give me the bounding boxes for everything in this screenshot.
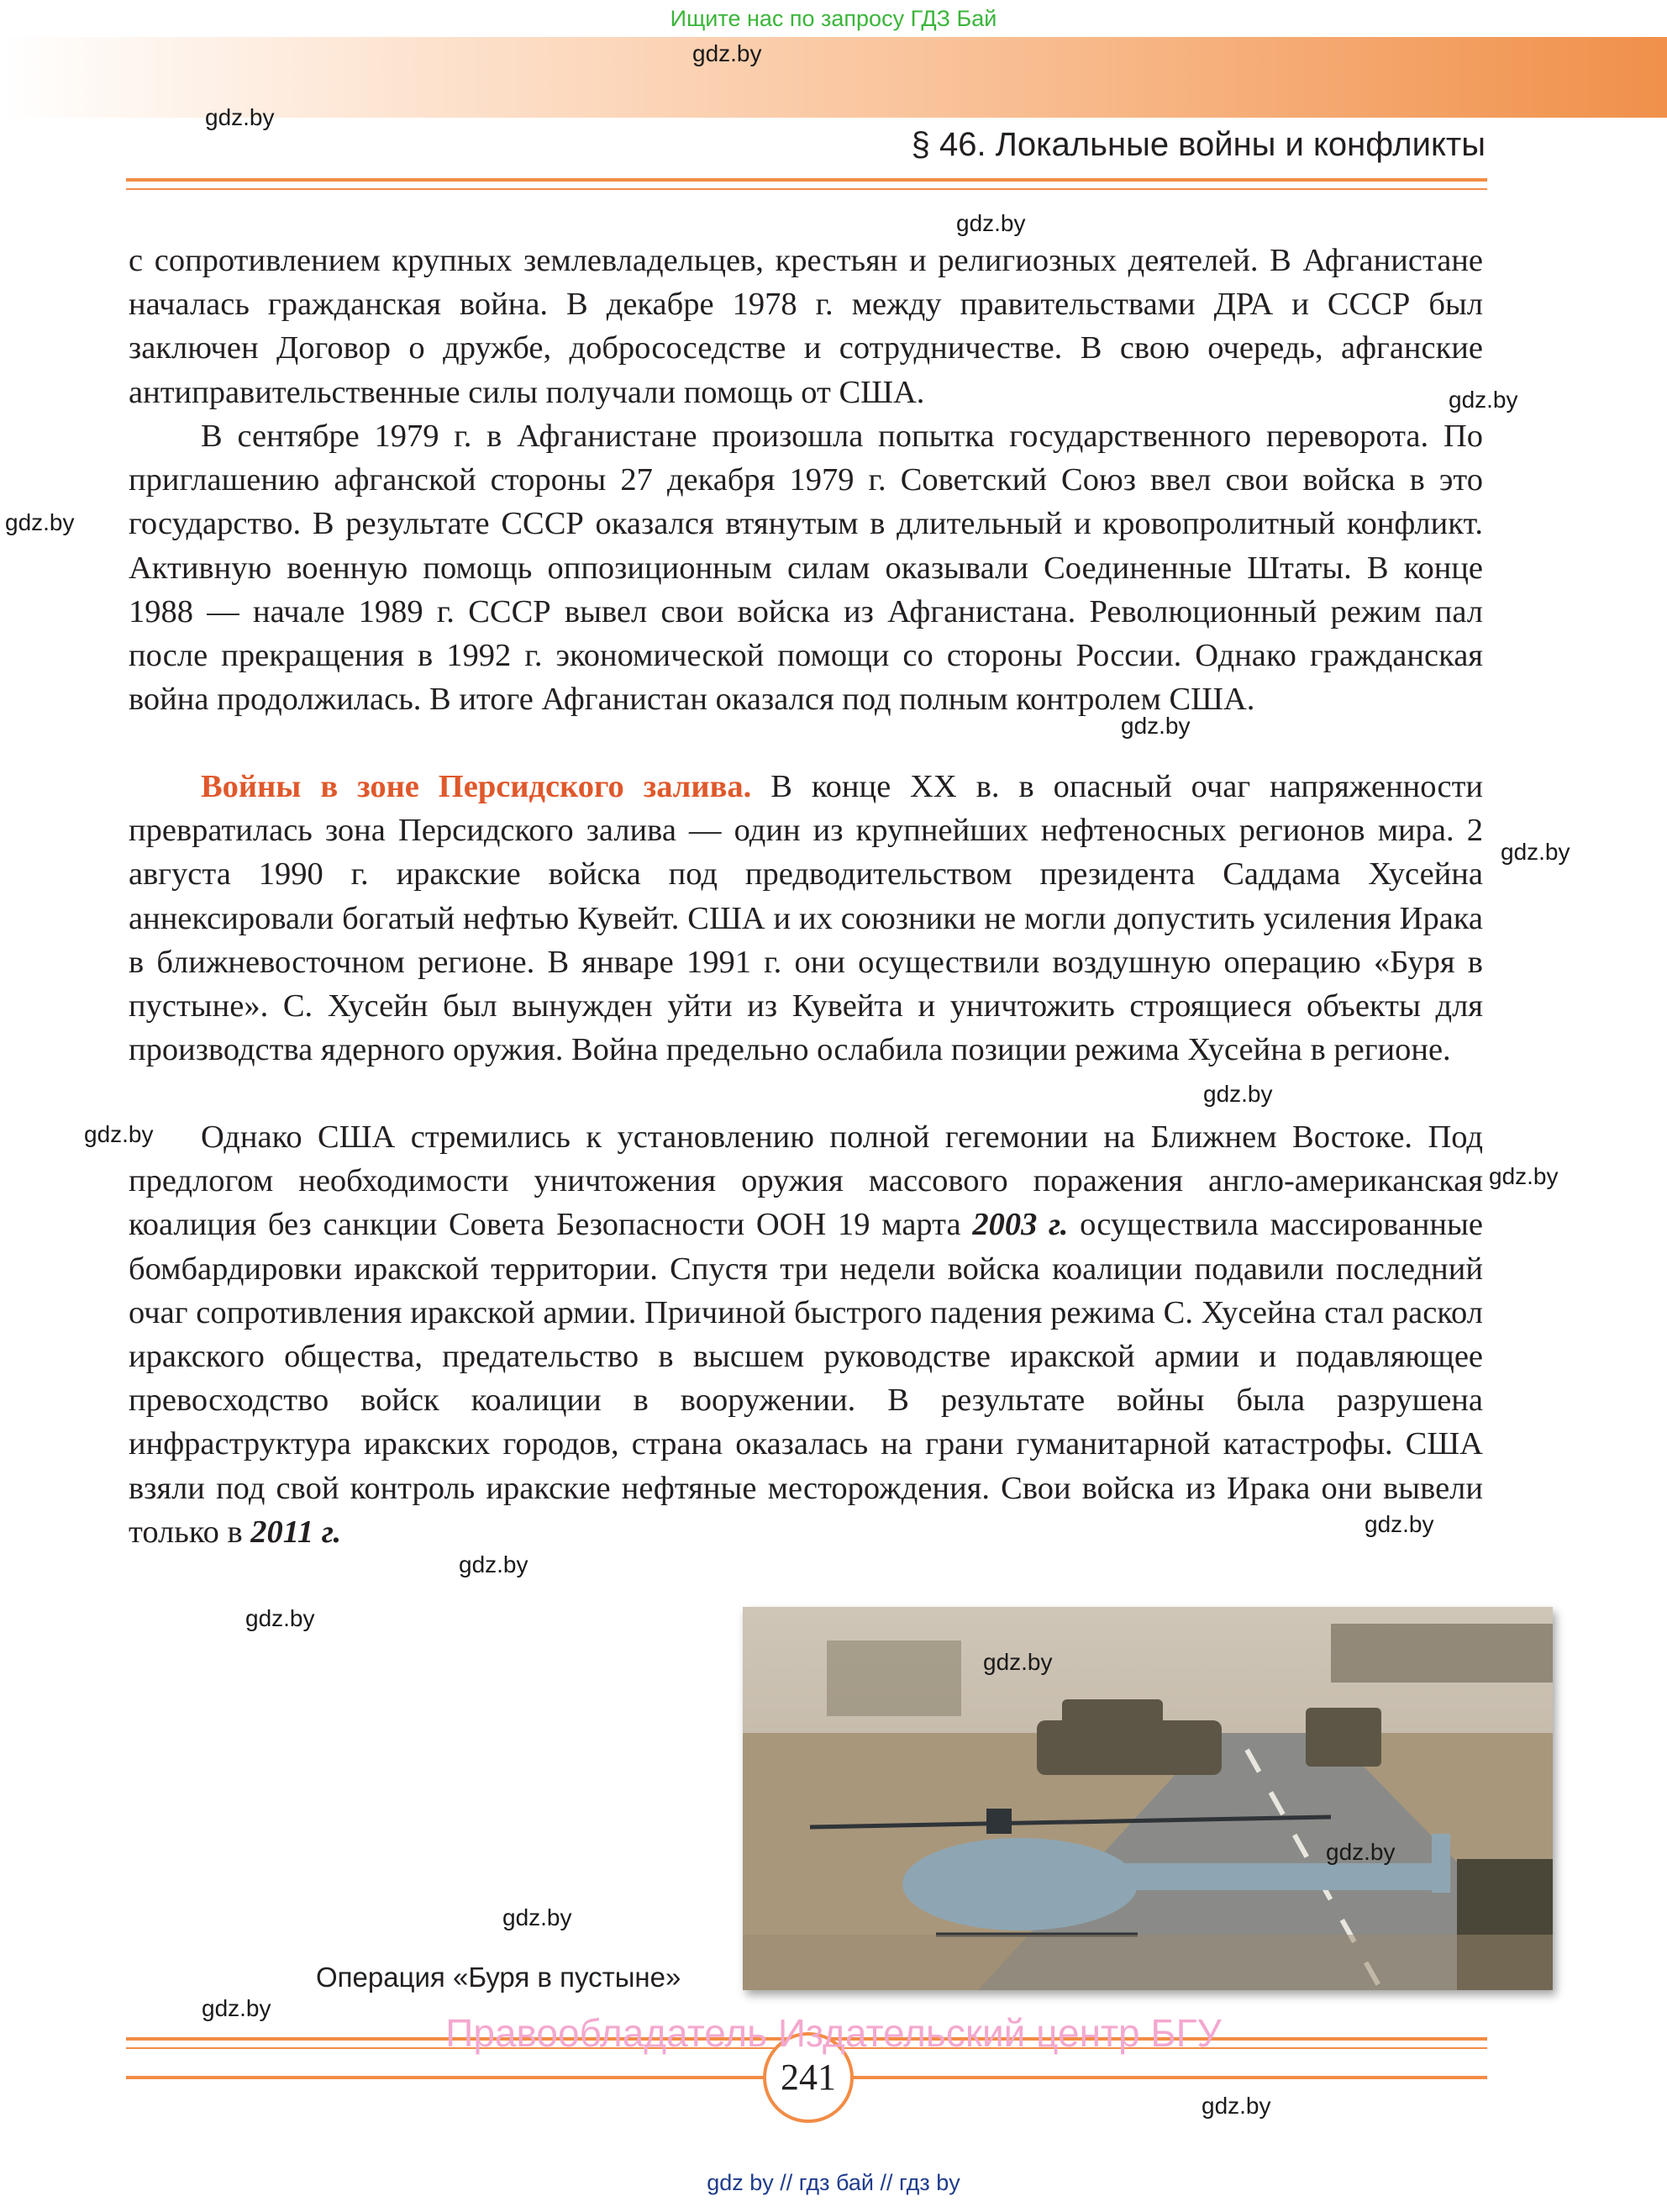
watermark[interactable]: gdz.by: [1326, 1839, 1396, 1865]
paragraph-text: осуществила массированные бомбардировки иракской территории. Спустя три недели войска коалиции подавили последний очаг сопротивления иракской армии. Причиной быстрого падения режима С. Хусейна стал раскол иракского общества, предательство в высшем руководстве иракской армии и подавляющее превосходство войск коалиции в вооружении. В результате войны была разрушена инфраструктура иракских городов, страна оказалась на грани гуманитарной катастрофы. США взяли под свой контроль иракские нефтяные месторождения. Свои войска из Ирака они вывели только в: [129, 1207, 1483, 1550]
paragraph-text: Однако США стремились к установлению полной гегемонии на Ближнем Востоке. Под предлогом необходимости уничтожения оружия массового поражения англо-американская коалиция без санкции Совета Безопасности ООН 19 марта: [129, 1119, 1483, 1243]
watermark[interactable]: gdz.by: [1365, 1511, 1434, 1537]
year-highlight: 2011 г.: [250, 1514, 342, 1550]
watermark[interactable]: gdz.by: [1501, 839, 1570, 865]
watermark[interactable]: gdz.by: [983, 1649, 1053, 1675]
header-rule-thin: [126, 188, 1487, 190]
top-banner[interactable]: Ищите нас по запросу ГДЗ Бай: [670, 6, 997, 31]
watermark[interactable]: gdz.by: [1203, 1081, 1273, 1107]
paragraph-afghan-civil-war: [129, 239, 1483, 414]
watermark[interactable]: gdz.by: [1489, 1163, 1559, 1189]
photo-illustration: [743, 1607, 1553, 1990]
bottom-links[interactable]: gdz by // гдз бай // гдз by: [707, 2170, 960, 2195]
photo-desert-storm: [743, 1607, 1553, 1990]
section-heading: Войны в зоне Персидского залива.: [201, 769, 752, 804]
year-highlight: 2003 г.: [972, 1207, 1069, 1243]
watermark[interactable]: gdz.by: [1202, 2093, 1271, 2119]
paragraph-gulf-wars: [129, 765, 1483, 1072]
watermark[interactable]: gdz.by: [202, 1995, 271, 2021]
watermark[interactable]: gdz.by: [459, 1551, 528, 1577]
section-title: § 46. Локальные войны и конфликты: [911, 126, 1486, 163]
watermark[interactable]: gdz.by: [5, 509, 75, 535]
paragraph-text: с сопротивлением крупных землевладельцев, крестьян и религиозных деятелей. В Афганистане началась гражданская война. В декабре 1978 г. между правительствами ДРА и СССР был заключен Договор о дружбе, добрососедстве и сотрудничестве. В свою очередь, афганские антиправительственные силы получали помощь от США.: [129, 243, 1483, 410]
paragraph-text: В конце ХХ в. в опасный очаг напряженности превратилась зона Персидского залива — один из крупнейших нефтеносных регионов мира. 2 августа 1990 г. иракские войска под предводительством президента Саддама Хусейна аннексировали богатый нефтью Кувейт. США и их союзники не могли допустить усиления Ирака в ближневосточном регионе. В январе 1991 г. они осуществили воздушную операцию «Буря в пустыне». С. Хусейн был вынужден уйти из Кувейта и уничтожить строящиеся объекты для производства ядерного оружия. Война предельно ослабила позиции режима Хусейна в регионе.: [129, 769, 1483, 1068]
header-rule: [126, 178, 1487, 182]
watermark[interactable]: gdz.by: [1121, 713, 1191, 739]
photo-caption: Операция «Буря в пустыне»: [316, 1962, 681, 1993]
paragraph-afghan-war: [129, 414, 1483, 721]
page-number: 241: [763, 2032, 854, 2123]
paragraph-text: В сентябре 1979 г. в Афганистане произошла попытка государственного переворота. По приглашению афганской стороны 27 декабря 1979 г. Советский Союз ввел свои войска в это государство. В результате СССР оказался втянутым в длительный и кровопролитный конфликт. Активную военную помощь оппозиционным силам оказывали Соединенные Штаты. В конце 1988 — начале 1989 г. СССР вывел свои войска из Афганистана. Революционный режим пал после прекращения в 1992 г. экономической помощи со стороны России. Однако гражданская война продолжилась. В итоге Афганистан оказался под полным контролем США.: [129, 419, 1483, 718]
watermark[interactable]: gdz.by: [245, 1605, 315, 1631]
watermark[interactable]: gdz.by: [692, 40, 762, 66]
watermark[interactable]: gdz.by: [1449, 387, 1518, 413]
copyright-watermark: Правообладатель Издательский центр БГУ: [445, 2011, 1222, 2055]
watermark[interactable]: gdz.by: [502, 1904, 572, 1930]
watermark[interactable]: gdz.by: [956, 210, 1026, 236]
watermark[interactable]: gdz.by: [84, 1121, 154, 1147]
watermark[interactable]: gdz.by: [205, 104, 275, 130]
paragraph-iraq-war: [129, 1115, 1483, 1554]
